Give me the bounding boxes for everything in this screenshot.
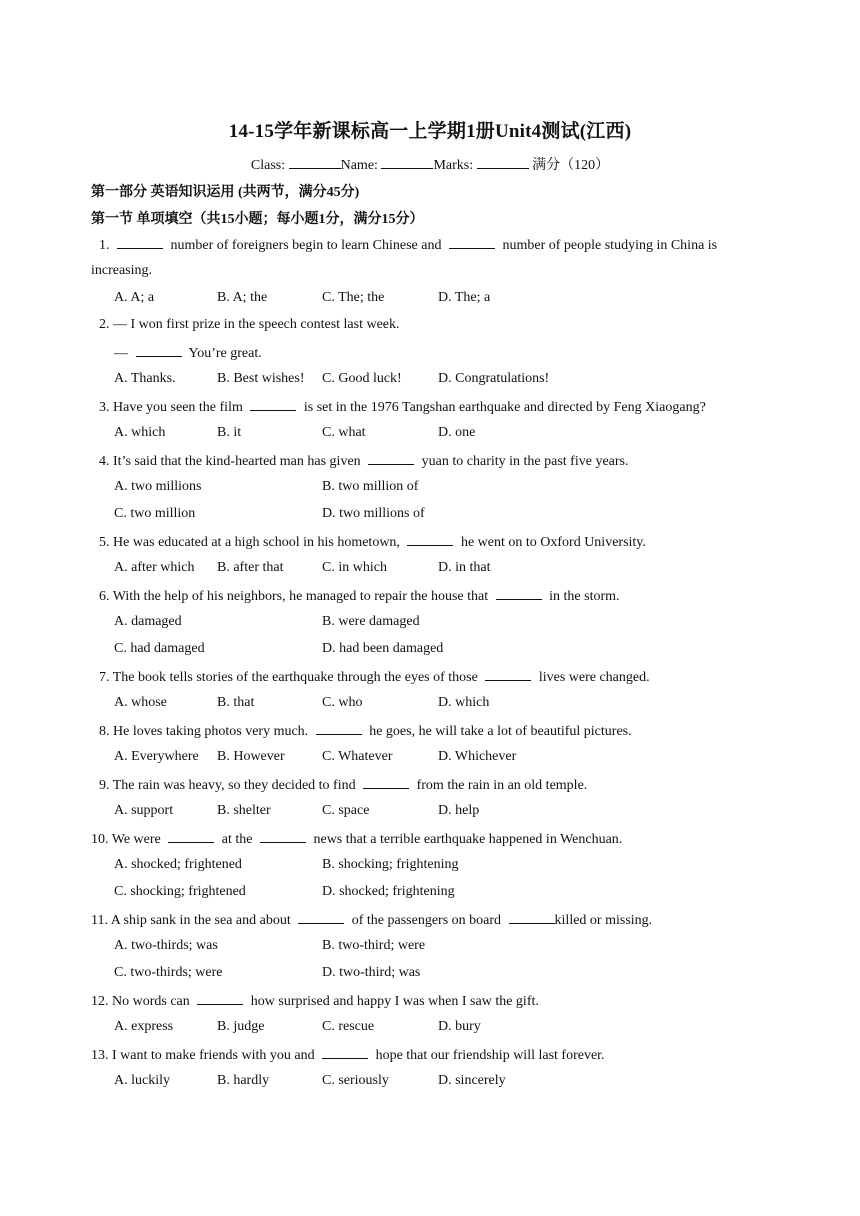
answer-blank[interactable] bbox=[496, 587, 542, 600]
answer-blank[interactable] bbox=[250, 398, 296, 411]
student-info-line bbox=[0, 154, 860, 174]
option-d[interactable]: D. one bbox=[438, 425, 476, 440]
option-b[interactable]: B. judge bbox=[217, 1019, 265, 1034]
option-c[interactable]: C. Whatever bbox=[322, 749, 393, 764]
class-blank[interactable] bbox=[289, 156, 341, 169]
question-1 bbox=[99, 236, 717, 254]
question-text: how surprised and happy I was when I saw the gift. bbox=[250, 994, 539, 1009]
question-number: 10. bbox=[91, 832, 109, 847]
question-text: at the bbox=[221, 832, 253, 847]
question-text: of the passengers on board bbox=[351, 913, 502, 928]
option-d[interactable]: D. The; a bbox=[438, 290, 491, 305]
part-heading: 第一部分 英语知识运用 (共两节，满分45分) bbox=[91, 185, 360, 200]
option-a[interactable]: A. whose bbox=[114, 695, 167, 710]
question-5 bbox=[99, 533, 646, 551]
question-number: 13. bbox=[91, 1048, 109, 1063]
option-d[interactable]: D. bury bbox=[438, 1019, 481, 1034]
answer-blank[interactable] bbox=[509, 911, 555, 924]
question-number: 7. bbox=[99, 670, 110, 685]
option-b[interactable]: B. it bbox=[217, 425, 242, 440]
question-number: 6. bbox=[99, 589, 110, 604]
option-d[interactable]: D. Congratulations! bbox=[438, 371, 550, 386]
question-text: is set in the 1976 Tangshan earthquake and directed by Feng Xiaogang? bbox=[303, 400, 706, 415]
option-a[interactable]: A. Everywhere bbox=[114, 749, 199, 764]
question-number: 11. bbox=[91, 913, 108, 928]
question-number: 9. bbox=[99, 778, 110, 793]
option-d[interactable]: D. which bbox=[438, 695, 490, 710]
option-b[interactable]: B. hardly bbox=[217, 1073, 270, 1088]
question-text: No words can bbox=[112, 994, 190, 1009]
question-10 bbox=[91, 830, 622, 848]
question-text: yuan to charity in the past five years. bbox=[421, 454, 629, 469]
option-b[interactable]: B. Best wishes! bbox=[217, 371, 305, 386]
question-number: 2. bbox=[99, 317, 110, 332]
option-c[interactable]: C. rescue bbox=[322, 1019, 375, 1034]
question-11 bbox=[91, 911, 652, 929]
question-text: He was educated at a high school in his hometown, bbox=[113, 535, 400, 550]
answer-blank[interactable] bbox=[485, 668, 531, 681]
question-4 bbox=[99, 452, 628, 470]
option-a[interactable]: A. luckily bbox=[114, 1073, 170, 1088]
answer-blank[interactable] bbox=[298, 911, 344, 924]
question-text: from the rain in an old temple. bbox=[416, 778, 588, 793]
option-a[interactable]: A. express bbox=[114, 1019, 174, 1034]
option-a[interactable]: A. after which bbox=[114, 560, 195, 575]
question-text: I want to make friends with you and bbox=[112, 1048, 315, 1063]
question-8 bbox=[99, 722, 632, 740]
option-b[interactable]: B. were damaged bbox=[322, 614, 420, 629]
option-b[interactable]: B. after that bbox=[217, 560, 284, 575]
option-a[interactable]: A. two-thirds; was bbox=[114, 938, 218, 953]
class-label: Class: bbox=[250, 158, 286, 173]
option-d[interactable]: D. had been damaged bbox=[322, 641, 444, 656]
answer-blank[interactable] bbox=[407, 533, 453, 546]
option-c[interactable]: C. had damaged bbox=[114, 641, 205, 656]
question-9 bbox=[99, 776, 587, 794]
answer-blank[interactable] bbox=[322, 1046, 368, 1059]
option-c[interactable]: C. two-thirds; were bbox=[114, 965, 223, 980]
question-number: 3. bbox=[99, 400, 110, 415]
name-blank[interactable] bbox=[381, 156, 433, 169]
question-2 bbox=[99, 317, 400, 333]
question-text: You’re great. bbox=[188, 346, 262, 361]
full-score: 满分（120） bbox=[532, 158, 610, 173]
option-b[interactable]: B. that bbox=[217, 695, 255, 710]
question-text: number of foreigners begin to learn Chinese and bbox=[170, 238, 442, 253]
option-a[interactable]: A. which bbox=[114, 425, 166, 440]
option-c[interactable]: C. in which bbox=[322, 560, 387, 575]
question-2-reply bbox=[114, 344, 262, 362]
option-c[interactable]: C. shocking; frightened bbox=[114, 884, 246, 899]
option-c[interactable]: C. who bbox=[322, 695, 363, 710]
question-text: With the help of his neighbors, he managed to repair the house that bbox=[112, 589, 489, 604]
question-text: Have you seen the film bbox=[113, 400, 243, 415]
option-a[interactable]: A. shocked; frightened bbox=[114, 857, 242, 872]
question-12 bbox=[91, 992, 539, 1010]
option-a[interactable]: A. support bbox=[114, 803, 174, 818]
option-b[interactable]: B. However bbox=[217, 749, 285, 764]
option-b[interactable]: B. shelter bbox=[217, 803, 271, 818]
question-1-continued: increasing. bbox=[91, 263, 153, 278]
question-text: A ship sank in the sea and about bbox=[110, 913, 291, 928]
answer-blank[interactable] bbox=[136, 344, 182, 357]
question-number: 12. bbox=[91, 994, 109, 1009]
option-b[interactable]: B. two million of bbox=[322, 479, 419, 494]
answer-blank[interactable] bbox=[363, 776, 409, 789]
question-text: The rain was heavy, so they decided to find bbox=[112, 778, 356, 793]
question-text: news that a terrible earthquake happened in Wenchuan. bbox=[313, 832, 623, 847]
option-b[interactable]: B. shocking; frightening bbox=[322, 857, 459, 872]
option-a[interactable]: A. A; a bbox=[114, 290, 155, 305]
question-text: killed or missing. bbox=[554, 913, 653, 928]
option-c[interactable]: C. what bbox=[322, 425, 366, 440]
option-a[interactable]: A. damaged bbox=[114, 614, 182, 629]
section-heading: 第一节 单项填空（共15小题；每小题1分，满分15分） bbox=[91, 212, 424, 227]
question-text: We were bbox=[111, 832, 161, 847]
marks-blank[interactable] bbox=[477, 156, 529, 169]
question-text: he goes, he will take a lot of beautiful pictures. bbox=[369, 724, 632, 739]
marks-label: Marks: bbox=[433, 158, 474, 173]
question-text: in the storm. bbox=[549, 589, 620, 604]
option-c[interactable]: C. seriously bbox=[322, 1073, 389, 1088]
option-d[interactable]: D. help bbox=[438, 803, 480, 818]
question-number: 5. bbox=[99, 535, 110, 550]
question-3 bbox=[99, 398, 706, 416]
option-c[interactable]: C. Good luck! bbox=[322, 371, 402, 386]
answer-blank[interactable] bbox=[117, 236, 163, 249]
answer-blank[interactable] bbox=[316, 722, 362, 735]
dash: — bbox=[114, 346, 128, 361]
option-d[interactable]: D. Whichever bbox=[438, 749, 517, 764]
question-text: — I won first prize in the speech contest last week. bbox=[113, 317, 400, 332]
answer-blank[interactable] bbox=[368, 452, 414, 465]
option-d[interactable]: D. shocked; frightening bbox=[322, 884, 455, 899]
question-number: 1. bbox=[99, 238, 110, 253]
question-text: he went on to Oxford University. bbox=[460, 535, 646, 550]
question-6 bbox=[99, 587, 620, 605]
question-text: It’s said that the kind-hearted man has given bbox=[113, 454, 361, 469]
option-c[interactable]: C. space bbox=[322, 803, 370, 818]
question-text: He loves taking photos very much. bbox=[113, 724, 309, 739]
question-13 bbox=[91, 1046, 605, 1064]
option-d[interactable]: D. in that bbox=[438, 560, 491, 575]
answer-blank[interactable] bbox=[197, 992, 243, 1005]
option-c[interactable]: C. two million bbox=[114, 506, 196, 521]
answer-blank[interactable] bbox=[168, 830, 214, 843]
question-text: hope that our friendship will last forever. bbox=[375, 1048, 605, 1063]
question-text: lives were changed. bbox=[538, 670, 650, 685]
exam-title: 14-15学年新课标高一上学期1册Unit4测试(江西) bbox=[228, 121, 632, 142]
option-b[interactable]: B. two-third; were bbox=[322, 938, 426, 953]
option-a[interactable]: A. two millions bbox=[114, 479, 202, 494]
answer-blank[interactable] bbox=[260, 830, 306, 843]
question-text: number of people studying in China is bbox=[502, 238, 718, 253]
option-d[interactable]: D. two-third; was bbox=[322, 965, 421, 980]
name-label: Name: bbox=[340, 158, 378, 173]
option-b[interactable]: B. A; the bbox=[217, 290, 268, 305]
question-7 bbox=[99, 668, 650, 686]
question-number: 4. bbox=[99, 454, 110, 469]
question-number: 8. bbox=[99, 724, 110, 739]
option-d[interactable]: D. two millions of bbox=[322, 506, 425, 521]
option-c[interactable]: C. The; the bbox=[322, 290, 385, 305]
answer-blank[interactable] bbox=[449, 236, 495, 249]
option-a[interactable]: A. Thanks. bbox=[114, 371, 176, 386]
question-text: The book tells stories of the earthquake through the eyes of those bbox=[112, 670, 478, 685]
option-d[interactable]: D. sincerely bbox=[438, 1073, 506, 1088]
